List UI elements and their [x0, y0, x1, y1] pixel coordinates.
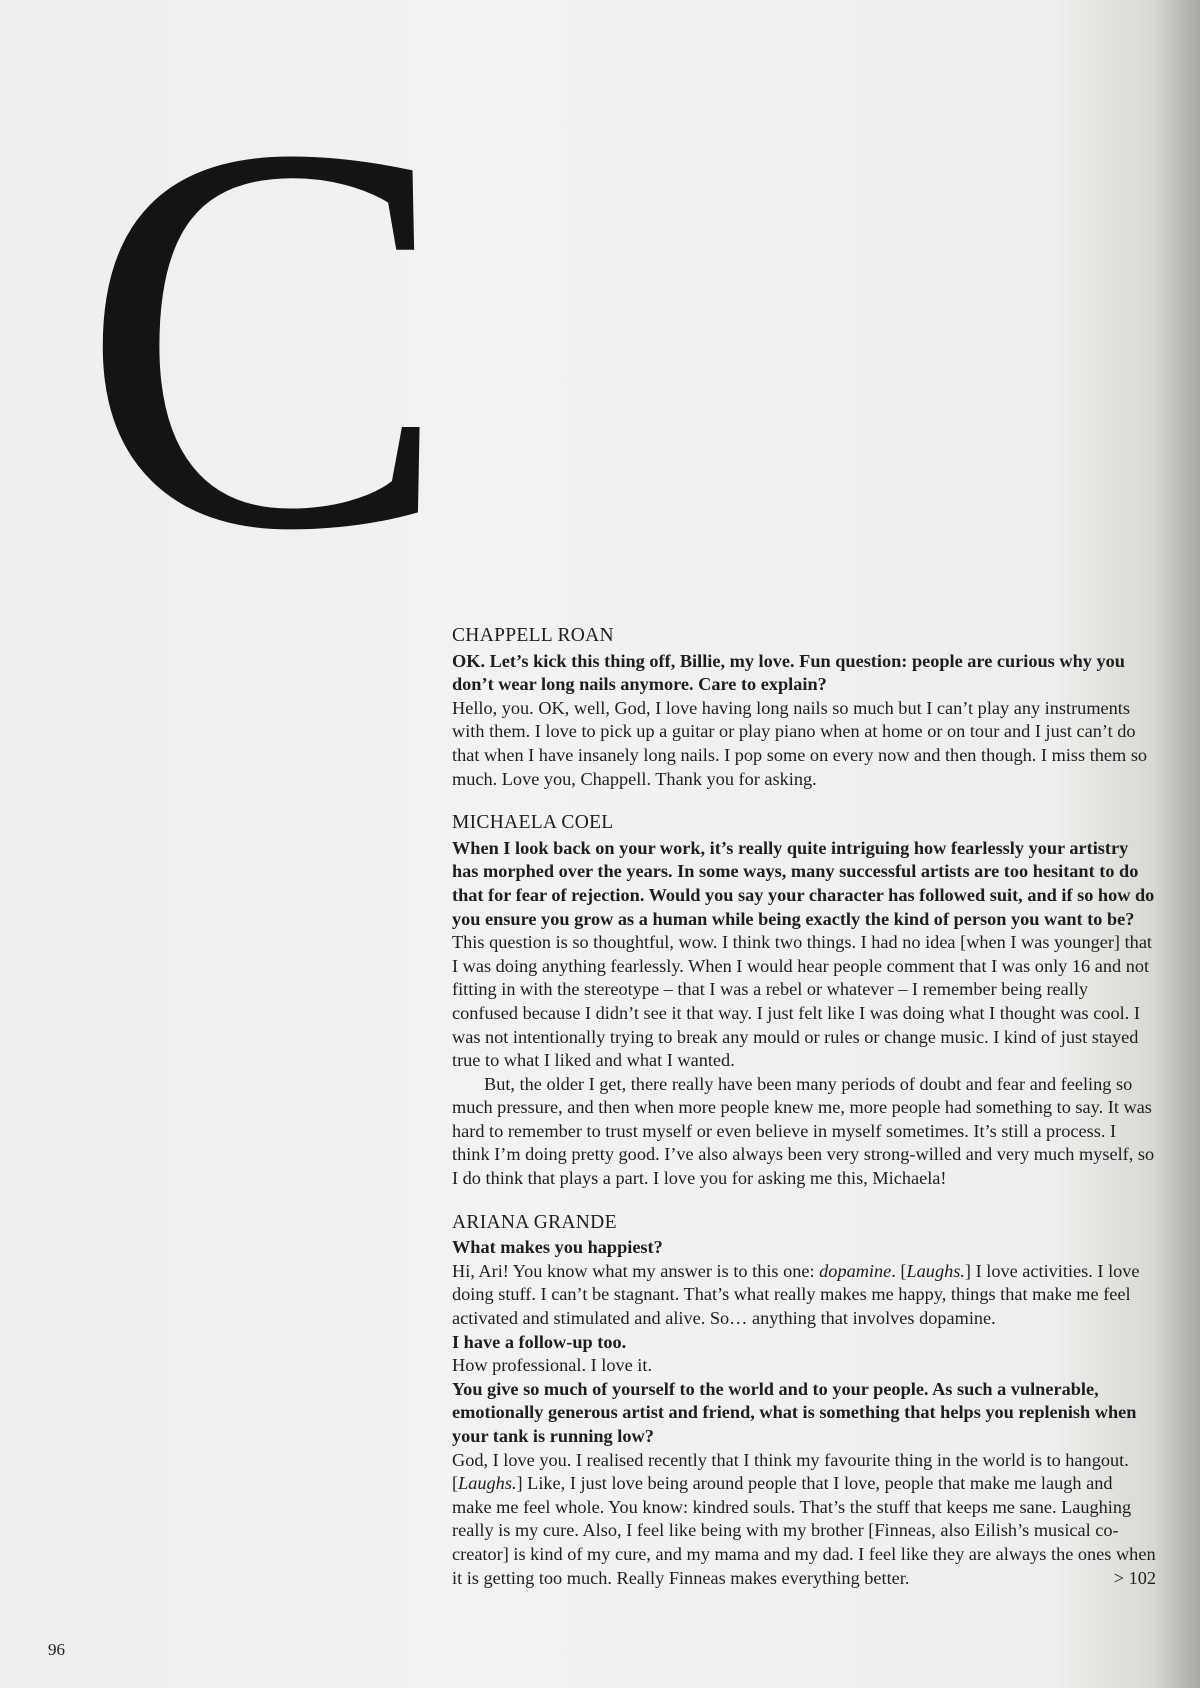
answer: How professional. I love it. [452, 1355, 653, 1376]
interviewer-name: MICHAELA COEL [452, 812, 614, 834]
answer-continued: But, the older I get, there really have been many periods of doubt and fear and feeling so much pressure, and then when more people knew me, more people had something to say. It was hard to remember to trust myself or even believe in myself sometimes. It’s still a process. I think I’m doing pretty good. I’ve also always been very strong-willed and very much myself, so I do think that plays a part. I love you for asking me this, Michaela! [452, 1073, 1155, 1189]
answer: Hello, you. OK, well, God, I love having long nails so much but I can’t play any instruments with them. I love to pick up a guitar or play piano when at home or on tour and I just can’t do that when I have insanely long nails. I pop some on every now and then though. I miss them so much. Love you, Chappell. Thank you for asking. [452, 697, 1148, 789]
answer: This question is so thoughtful, wow. I think two things. I had no idea [when I was younger] that I was doing anything fearlessly. When I would hear people comment that I was only 16 and not fitting in with the stereotype – that I was a rebel or whatever – I remember being really confused because I didn’t see it that way. I just felt like I was doing what I thought was cool. I was not intentionally trying to break any mould or rules or change music. I kind of just stayed true to what I liked and what I wanted. [452, 932, 1153, 1071]
question: You give so much of yourself to the world and to your people. As such a vulnerable, emotionally generous artist and friend, what is something that helps you replenish when your tank is running low? [452, 1378, 1137, 1446]
page-number: 96 [48, 1640, 65, 1659]
interview-michaela-coel [452, 811, 1156, 1191]
question: What makes you happiest? [452, 1237, 663, 1258]
interview-chappell-roan [452, 624, 1156, 791]
interviewer-name: CHAPPELL ROAN [452, 625, 614, 646]
answer: Hi, Ari! You know what my answer is to this one: dopamine. [Laughs.] I love activities. I love doing stuff. I can’t be stagnant. That’s what really makes me happy, things that make me feel activated and stimulated and alive. So… anything that involves dopamine. [452, 1260, 1140, 1329]
interview-ariana-grande [452, 1211, 1156, 1591]
question: OK. Let’s kick this thing off, Billie, my love. Fun question: people are curious why you don’t wear long nails anymore. Care to explain? [452, 650, 1125, 695]
question: I have a follow-up too. [452, 1331, 627, 1352]
answer: God, I love you. I realised recently that I think my favourite thing in the world is to hangout. [Laughs.] Like, I just love being around people that I love, people that make me laugh and make me feel whole. You know: kindred souls. That’s the stuff that keeps me sane. Laughing really is my cure. Also, I feel like being with my brother [Finneas, also Eilish’s musical co-creator] is kind of my cure, and my mama and my dad. I feel like they are always the ones when it is getting too much. Really Finneas makes everything better. > 102 [452, 1449, 1156, 1591]
continued-on-page: > 102 [1113, 1567, 1156, 1588]
interviewer-name: ARIANA GRANDE [452, 1211, 617, 1233]
interview-column [452, 624, 1156, 1610]
drop-cap-letter: C [80, 30, 451, 645]
question: When I look back on your work, it’s really quite intriguing how fearlessly your artistry has morphed over the years. In some ways, many successful artists are too hesitant to do that for fear of rejection. Would you say your character has followed suit, and if so how do you ensure you grow as a human while being exactly the kind of person you want to be? [452, 837, 1155, 929]
